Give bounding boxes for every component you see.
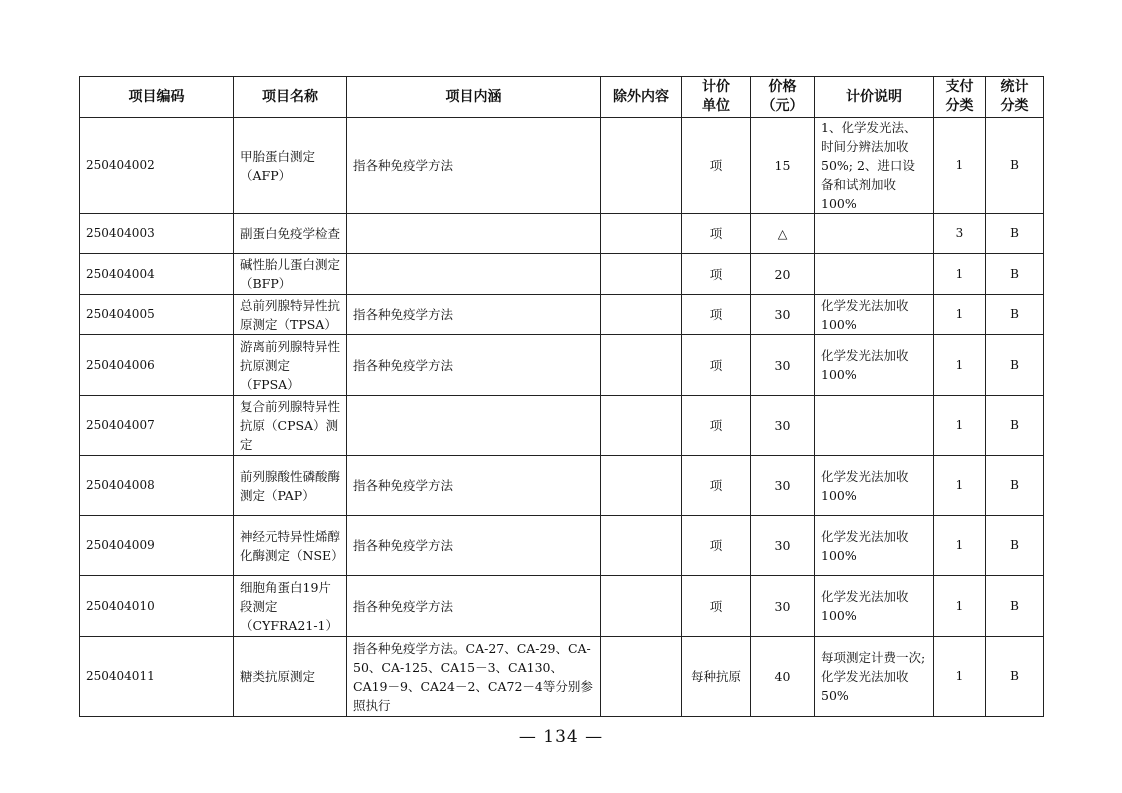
header-price [751,77,815,118]
cell-exclude [601,214,682,254]
header-unit [682,77,751,118]
cell-stat: B [986,637,1044,717]
table-row [80,516,1044,576]
table-header-row [80,77,1044,118]
cell-price: 30 [751,295,815,335]
table-row [80,118,1044,214]
cell-stat: B [986,214,1044,254]
cell-pay: 1 [934,295,986,335]
cell-note: 化学发光法加收100% [815,516,934,576]
cell-exclude [601,396,682,456]
cell-name: 游离前列腺特异性抗原测定（FPSA） [234,335,347,396]
header-pay-line2: 分类 [945,98,974,114]
table-row [80,456,1044,516]
cell-stat: B [986,295,1044,335]
cell-pay: 1 [934,335,986,396]
cell-code: 250404009 [80,516,234,576]
page-number: — 134 — [518,727,604,747]
cell-name: 碱性胎儿蛋白测定（BFP） [234,254,347,295]
table-row [80,214,1044,254]
cell-exclude [601,516,682,576]
cell-note: 1、化学发光法、时间分辨法加收50%; 2、进口设备和试剂加收100% [815,118,934,214]
cell-unit: 项 [682,254,751,295]
cell-pay: 1 [934,396,986,456]
cell-content [347,254,601,295]
cell-content: 指各种免疫学方法 [347,118,601,214]
cell-exclude [601,456,682,516]
header-exclude: 除外内容 [601,77,682,118]
cell-pay: 1 [934,254,986,295]
cell-name: 总前列腺特异性抗原测定（TPSA） [234,295,347,335]
cell-name: 糖类抗原测定 [234,637,347,717]
cell-stat: B [986,254,1044,295]
cell-content: 指各种免疫学方法 [347,516,601,576]
cell-price: 15 [751,118,815,214]
header-code: 项目编码 [80,77,234,118]
cell-stat: B [986,118,1044,214]
cell-code: 250404008 [80,456,234,516]
header-content: 项目内涵 [347,77,601,118]
cell-unit: 项 [682,396,751,456]
header-price-line1: 价格 [768,79,797,95]
header-stat [986,77,1044,118]
cell-price: 40 [751,637,815,717]
cell-stat: B [986,335,1044,396]
cell-price: 20 [751,254,815,295]
cell-price: 30 [751,335,815,396]
cell-pay: 3 [934,214,986,254]
cell-pay: 1 [934,576,986,637]
header-stat-line2: 分类 [1000,98,1029,114]
cell-exclude [601,254,682,295]
cell-price: 30 [751,396,815,456]
table-row [80,576,1044,637]
cell-stat: B [986,576,1044,637]
cell-content [347,214,601,254]
cell-pay: 1 [934,118,986,214]
cell-note [815,254,934,295]
cell-note: 化学发光法加收100% [815,576,934,637]
cell-stat: B [986,396,1044,456]
header-pay-line1: 支付 [945,79,974,95]
cell-exclude [601,637,682,717]
cell-content [347,396,601,456]
table-row [80,637,1044,717]
cell-price: 30 [751,576,815,637]
header-unit-line2: 单位 [702,98,730,114]
cell-exclude [601,118,682,214]
header-pay [934,77,986,118]
table-row [80,396,1044,456]
table-row [80,254,1044,295]
cell-note: 化学发光法加收100% [815,295,934,335]
cell-code: 250404005 [80,295,234,335]
header-note: 计价说明 [815,77,934,118]
cell-content: 指各种免疫学方法 [347,335,601,396]
cell-code: 250404006 [80,335,234,396]
cell-pay: 1 [934,637,986,717]
cell-pay: 1 [934,456,986,516]
cell-exclude [601,335,682,396]
cell-unit: 项 [682,118,751,214]
header-name: 项目名称 [234,77,347,118]
cell-content: 指各种免疫学方法 [347,576,601,637]
cell-price: △ [751,214,815,254]
cell-unit: 项 [682,214,751,254]
cell-code: 250404004 [80,254,234,295]
header-price-line2: （元） [761,98,804,114]
cell-exclude [601,576,682,637]
header-stat-line1: 统计 [1000,79,1029,95]
cell-unit: 每种抗原 [682,637,751,717]
cell-code: 250404003 [80,214,234,254]
cell-stat: B [986,456,1044,516]
table-row [80,335,1044,396]
cell-name: 副蛋白免疫学检查 [234,214,347,254]
cell-price: 30 [751,516,815,576]
cell-content: 指各种免疫学方法 [347,295,601,335]
cell-stat: B [986,516,1044,576]
table-row [80,295,1044,335]
cell-note: 化学发光法加收100% [815,335,934,396]
cell-price: 30 [751,456,815,516]
cell-content: 指各种免疫学方法。CA-27、CA-29、CA-50、CA-125、CA15－3、CA130、CA19－9、CA24－2、CA72－4等分别参照执行 [347,637,601,717]
cell-name: 神经元特异性烯醇化酶测定（NSE） [234,516,347,576]
cell-unit: 项 [682,576,751,637]
cell-code: 250404011 [80,637,234,717]
cell-unit: 项 [682,335,751,396]
cell-note [815,396,934,456]
cell-name: 甲胎蛋白测定（AFP） [234,118,347,214]
cell-unit: 项 [682,295,751,335]
cell-unit: 项 [682,456,751,516]
cell-note: 每项测定计费一次;化学发光法加收50% [815,637,934,717]
cell-code: 250404007 [80,396,234,456]
header-unit-line1: 计价 [702,79,730,95]
cell-code: 250404010 [80,576,234,637]
cell-note [815,214,934,254]
cell-unit: 项 [682,516,751,576]
cell-pay: 1 [934,516,986,576]
cell-note: 化学发光法加收100% [815,456,934,516]
cell-name: 细胞角蛋白19片段测定（CYFRA21-1） [234,576,347,637]
cell-name: 复合前列腺特异性抗原（CPSA）测定 [234,396,347,456]
cell-name: 前列腺酸性磷酸酶测定（PAP） [234,456,347,516]
cell-content: 指各种免疫学方法 [347,456,601,516]
cell-exclude [601,295,682,335]
price-table [79,76,1044,717]
cell-code: 250404002 [80,118,234,214]
